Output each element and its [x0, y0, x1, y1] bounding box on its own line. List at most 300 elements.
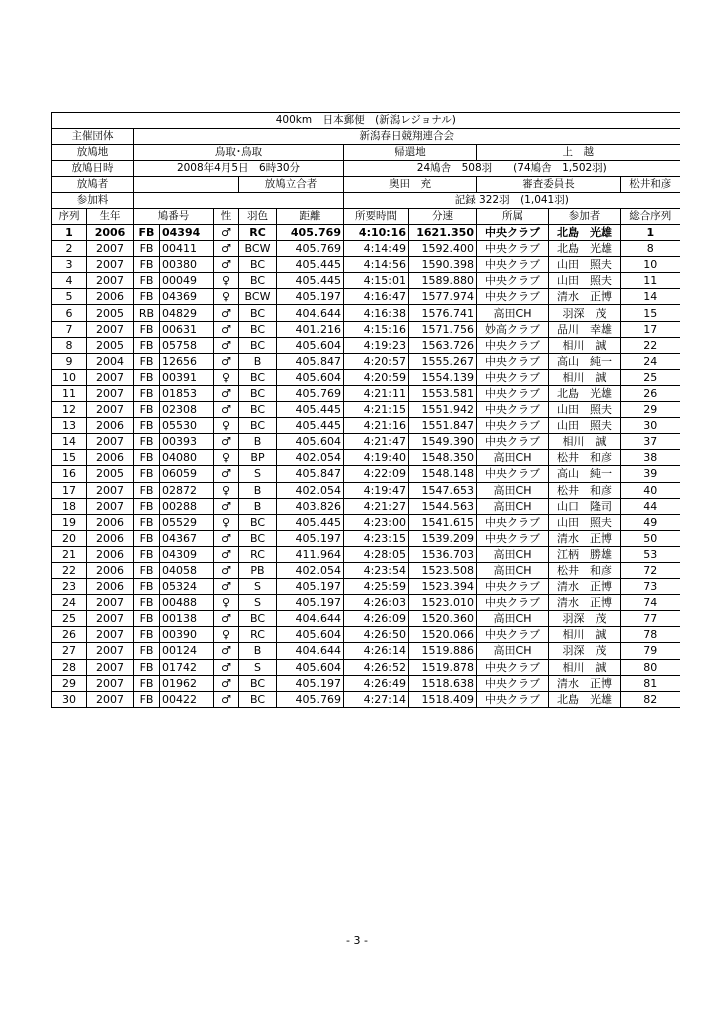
sex-cell: ♀ — [214, 482, 239, 498]
ring-prefix-cell: FB — [134, 225, 160, 241]
color-cell: BCW — [239, 241, 277, 257]
ring-prefix-cell: FB — [134, 450, 160, 466]
color-cell: BC — [239, 257, 277, 273]
ring-prefix-cell: FB — [134, 611, 160, 627]
fee-value — [134, 193, 344, 209]
distance-cell: 405.445 — [277, 273, 344, 289]
year-cell: 2007 — [87, 627, 134, 643]
overall-rank-cell: 49 — [621, 514, 680, 530]
owner-cell: 清水 正博 — [549, 530, 621, 546]
distance-cell: 405.197 — [277, 675, 344, 691]
table-row — [52, 273, 680, 289]
speed-cell: 1547.653 — [409, 482, 477, 498]
sex-cell: ♂ — [214, 305, 239, 321]
distance-cell: 405.604 — [277, 434, 344, 450]
col-header-time: 所要時間 — [344, 209, 409, 225]
time-cell: 4:26:14 — [344, 643, 409, 659]
sex-cell: ♀ — [214, 595, 239, 611]
speed-cell: 1590.398 — [409, 257, 477, 273]
speed-cell: 1554.139 — [409, 369, 477, 385]
speed-cell: 1518.638 — [409, 675, 477, 691]
release-place-row — [52, 145, 680, 161]
year-cell: 2007 — [87, 659, 134, 675]
color-cell: S — [239, 659, 277, 675]
overall-rank-cell: 72 — [621, 562, 680, 578]
owner-cell: 松井 和彦 — [549, 450, 621, 466]
year-cell: 2006 — [87, 514, 134, 530]
distance-cell: 402.054 — [277, 482, 344, 498]
ring-prefix-cell: FB — [134, 353, 160, 369]
distance-cell: 405.847 — [277, 466, 344, 482]
overall-rank-cell: 11 — [621, 273, 680, 289]
table-row — [52, 337, 680, 353]
color-cell: BC — [239, 337, 277, 353]
results-body — [52, 225, 680, 708]
owner-cell: 山田 照夫 — [549, 418, 621, 434]
rank-cell: 18 — [52, 498, 87, 514]
speed-cell: 1553.581 — [409, 385, 477, 401]
return-place-label: 帰還地 — [344, 145, 477, 161]
speed-cell: 1555.267 — [409, 353, 477, 369]
ring-prefix-cell: FB — [134, 643, 160, 659]
speed-cell: 1523.394 — [409, 579, 477, 595]
time-cell: 4:28:05 — [344, 546, 409, 562]
ring-number-cell: 04309 — [160, 546, 214, 562]
overall-rank-cell: 79 — [621, 643, 680, 659]
rank-cell: 26 — [52, 627, 87, 643]
ring-number-cell: 04080 — [160, 450, 214, 466]
rank-cell: 15 — [52, 450, 87, 466]
year-cell: 2006 — [87, 562, 134, 578]
ring-prefix-cell: FB — [134, 402, 160, 418]
sex-cell: ♂ — [214, 353, 239, 369]
owner-cell: 羽深 茂 — [549, 611, 621, 627]
releaser-value — [134, 177, 239, 193]
distance-cell: 405.445 — [277, 257, 344, 273]
color-cell: S — [239, 579, 277, 595]
speed-cell: 1548.148 — [409, 466, 477, 482]
releaser-row — [52, 177, 680, 193]
entries-value: 24鳩舎 508羽 (74鳩舎 1,502羽) — [344, 161, 680, 177]
distance-cell: 405.604 — [277, 337, 344, 353]
rank-cell: 4 — [52, 273, 87, 289]
ring-prefix-cell: FB — [134, 385, 160, 401]
distance-cell: 401.216 — [277, 321, 344, 337]
year-cell: 2005 — [87, 466, 134, 482]
ring-number-cell: 01853 — [160, 385, 214, 401]
ring-prefix-cell: FB — [134, 482, 160, 498]
overall-rank-cell: 15 — [621, 305, 680, 321]
color-cell: B — [239, 353, 277, 369]
table-row — [52, 595, 680, 611]
owner-cell: 北島 光雄 — [549, 385, 621, 401]
sex-cell: ♀ — [214, 369, 239, 385]
ring-number-cell: 00488 — [160, 595, 214, 611]
table-row — [52, 643, 680, 659]
distance-cell: 404.644 — [277, 305, 344, 321]
sex-cell: ♀ — [214, 289, 239, 305]
table-row — [52, 450, 680, 466]
distance-cell: 405.604 — [277, 369, 344, 385]
speed-cell: 1551.847 — [409, 418, 477, 434]
ring-number-cell: 04829 — [160, 305, 214, 321]
ring-prefix-cell: FB — [134, 369, 160, 385]
color-cell: BC — [239, 369, 277, 385]
ring-number-cell: 06059 — [160, 466, 214, 482]
ring-prefix-cell: FB — [134, 257, 160, 273]
distance-cell: 405.604 — [277, 659, 344, 675]
time-cell: 4:21:15 — [344, 402, 409, 418]
speed-cell: 1548.350 — [409, 450, 477, 466]
owner-cell: 北島 光雄 — [549, 691, 621, 707]
table-row — [52, 627, 680, 643]
year-cell: 2006 — [87, 289, 134, 305]
sex-cell: ♂ — [214, 321, 239, 337]
owner-cell: 品川 幸雄 — [549, 321, 621, 337]
table-row — [52, 241, 680, 257]
time-cell: 4:26:49 — [344, 675, 409, 691]
owner-cell: 江柄 勝雄 — [549, 546, 621, 562]
ring-prefix-cell: RB — [134, 305, 160, 321]
time-cell: 4:15:16 — [344, 321, 409, 337]
owner-cell: 山田 照夫 — [549, 257, 621, 273]
table-row — [52, 530, 680, 546]
speed-cell: 1523.010 — [409, 595, 477, 611]
time-cell: 4:10:16 — [344, 225, 409, 241]
rank-cell: 17 — [52, 482, 87, 498]
table-row — [52, 562, 680, 578]
table-row — [52, 611, 680, 627]
distance-cell: 405.197 — [277, 579, 344, 595]
table-row — [52, 353, 680, 369]
club-cell: 中央クラブ — [477, 530, 549, 546]
time-cell: 4:19:23 — [344, 337, 409, 353]
speed-cell: 1518.409 — [409, 691, 477, 707]
ring-number-cell: 05530 — [160, 418, 214, 434]
owner-cell: 相川 誠 — [549, 627, 621, 643]
table-row — [52, 289, 680, 305]
club-cell: 中央クラブ — [477, 627, 549, 643]
club-cell: 高田CH — [477, 482, 549, 498]
distance-cell: 402.054 — [277, 450, 344, 466]
organizer-row — [52, 129, 680, 145]
speed-cell: 1577.974 — [409, 289, 477, 305]
club-cell: 高田CH — [477, 305, 549, 321]
table-row — [52, 514, 680, 530]
color-cell: BC — [239, 305, 277, 321]
time-cell: 4:23:54 — [344, 562, 409, 578]
year-cell: 2007 — [87, 595, 134, 611]
owner-cell: 高山 純一 — [549, 466, 621, 482]
table-row — [52, 257, 680, 273]
speed-cell: 1551.942 — [409, 402, 477, 418]
speed-cell: 1571.756 — [409, 321, 477, 337]
table-row — [52, 369, 680, 385]
ring-number-cell: 02308 — [160, 402, 214, 418]
ring-prefix-cell: FB — [134, 579, 160, 595]
table-row — [52, 659, 680, 675]
ring-prefix-cell: FB — [134, 289, 160, 305]
judge-label: 審査委員長 — [477, 177, 621, 193]
release-datetime-value: 2008年4月5日 6時30分 — [134, 161, 344, 177]
table-row — [52, 546, 680, 562]
distance-cell: 405.445 — [277, 402, 344, 418]
overall-rank-cell: 50 — [621, 530, 680, 546]
overall-rank-cell: 44 — [621, 498, 680, 514]
overall-rank-cell: 38 — [621, 450, 680, 466]
rank-cell: 9 — [52, 353, 87, 369]
ring-prefix-cell: FB — [134, 466, 160, 482]
club-cell: 中央クラブ — [477, 241, 549, 257]
club-cell: 妙高クラブ — [477, 321, 549, 337]
overall-rank-cell: 24 — [621, 353, 680, 369]
sex-cell: ♀ — [214, 514, 239, 530]
table-row — [52, 225, 680, 241]
sex-cell: ♂ — [214, 643, 239, 659]
column-header-row — [52, 209, 680, 225]
club-cell: 中央クラブ — [477, 369, 549, 385]
color-cell: S — [239, 466, 277, 482]
color-cell: BC — [239, 514, 277, 530]
club-cell: 中央クラブ — [477, 691, 549, 707]
rank-cell: 29 — [52, 675, 87, 691]
time-cell: 4:22:09 — [344, 466, 409, 482]
owner-cell: 北島 光雄 — [549, 225, 621, 241]
speed-cell: 1536.703 — [409, 546, 477, 562]
distance-cell: 405.197 — [277, 595, 344, 611]
overall-rank-cell: 53 — [621, 546, 680, 562]
owner-cell: 相川 誠 — [549, 659, 621, 675]
club-cell: 高田CH — [477, 643, 549, 659]
distance-cell: 404.644 — [277, 611, 344, 627]
race-results-table — [51, 112, 680, 708]
club-cell: 高田CH — [477, 562, 549, 578]
year-cell: 2006 — [87, 579, 134, 595]
distance-cell: 405.769 — [277, 691, 344, 707]
year-cell: 2005 — [87, 305, 134, 321]
overall-rank-cell: 39 — [621, 466, 680, 482]
fee-row — [52, 193, 680, 209]
overall-rank-cell: 25 — [621, 369, 680, 385]
rank-cell: 20 — [52, 530, 87, 546]
year-cell: 2007 — [87, 434, 134, 450]
owner-cell: 高山 純一 — [549, 353, 621, 369]
color-cell: BC — [239, 418, 277, 434]
ring-number-cell: 00422 — [160, 691, 214, 707]
ring-number-cell: 00390 — [160, 627, 214, 643]
time-cell: 4:26:50 — [344, 627, 409, 643]
speed-cell: 1592.400 — [409, 241, 477, 257]
year-cell: 2007 — [87, 482, 134, 498]
distance-cell: 405.445 — [277, 418, 344, 434]
time-cell: 4:20:57 — [344, 353, 409, 369]
time-cell: 4:26:09 — [344, 611, 409, 627]
ring-number-cell: 01962 — [160, 675, 214, 691]
rank-cell: 1 — [52, 225, 87, 241]
year-cell: 2007 — [87, 402, 134, 418]
organizer-value: 新潟春日競翔連合会 — [134, 129, 680, 145]
col-header-color: 羽色 — [239, 209, 277, 225]
year-cell: 2007 — [87, 241, 134, 257]
owner-cell: 相川 誠 — [549, 369, 621, 385]
ring-number-cell: 05324 — [160, 579, 214, 595]
overall-rank-cell: 29 — [621, 402, 680, 418]
year-cell: 2007 — [87, 257, 134, 273]
time-cell: 4:21:11 — [344, 385, 409, 401]
sex-cell: ♂ — [214, 691, 239, 707]
ring-prefix-cell: FB — [134, 418, 160, 434]
col-header-sex: 性 — [214, 209, 239, 225]
club-cell: 中央クラブ — [477, 434, 549, 450]
speed-cell: 1621.350 — [409, 225, 477, 241]
owner-cell: 相川 誠 — [549, 434, 621, 450]
year-cell: 2007 — [87, 643, 134, 659]
color-cell: BC — [239, 321, 277, 337]
ring-number-cell: 00411 — [160, 241, 214, 257]
distance-cell: 405.847 — [277, 353, 344, 369]
distance-cell: 405.197 — [277, 289, 344, 305]
ring-prefix-cell: FB — [134, 546, 160, 562]
ring-number-cell: 00288 — [160, 498, 214, 514]
overall-rank-cell: 77 — [621, 611, 680, 627]
owner-cell: 松井 和彦 — [549, 482, 621, 498]
page-number: - 3 - — [346, 934, 368, 947]
organizer-label: 主催団体 — [52, 129, 134, 145]
sex-cell: ♂ — [214, 337, 239, 353]
sex-cell: ♀ — [214, 273, 239, 289]
time-cell: 4:21:16 — [344, 418, 409, 434]
speed-cell: 1519.878 — [409, 659, 477, 675]
col-header-speed: 分速 — [409, 209, 477, 225]
color-cell: BCW — [239, 289, 277, 305]
color-cell: PB — [239, 562, 277, 578]
time-cell: 4:26:03 — [344, 595, 409, 611]
ring-prefix-cell: FB — [134, 514, 160, 530]
club-cell: 中央クラブ — [477, 353, 549, 369]
color-cell: RC — [239, 225, 277, 241]
distance-cell: 405.769 — [277, 241, 344, 257]
table-row — [52, 305, 680, 321]
sex-cell: ♂ — [214, 466, 239, 482]
time-cell: 4:20:59 — [344, 369, 409, 385]
return-place-value: 上 越 — [477, 145, 680, 161]
releaser-label: 放鳩者 — [52, 177, 134, 193]
table-row — [52, 321, 680, 337]
rank-cell: 5 — [52, 289, 87, 305]
year-cell: 2007 — [87, 691, 134, 707]
ring-number-cell: 02872 — [160, 482, 214, 498]
rank-cell: 27 — [52, 643, 87, 659]
sex-cell: ♀ — [214, 627, 239, 643]
time-cell: 4:27:14 — [344, 691, 409, 707]
ring-number-cell: 12656 — [160, 353, 214, 369]
rank-cell: 14 — [52, 434, 87, 450]
race-title: 400km 日本郵便 (新潟レジョナル) — [52, 113, 680, 129]
time-cell: 4:23:15 — [344, 530, 409, 546]
rank-cell: 30 — [52, 691, 87, 707]
release-datetime-label: 放鳩日時 — [52, 161, 134, 177]
sex-cell: ♀ — [214, 418, 239, 434]
year-cell: 2006 — [87, 450, 134, 466]
col-header-owner: 参加者 — [549, 209, 621, 225]
rank-cell: 11 — [52, 385, 87, 401]
owner-cell: 羽深 茂 — [549, 305, 621, 321]
owner-cell: 清水 正博 — [549, 289, 621, 305]
table-row — [52, 385, 680, 401]
club-cell: 中央クラブ — [477, 595, 549, 611]
speed-cell: 1576.741 — [409, 305, 477, 321]
speed-cell: 1520.066 — [409, 627, 477, 643]
overall-rank-cell: 74 — [621, 595, 680, 611]
ring-prefix-cell: FB — [134, 498, 160, 514]
overall-rank-cell: 81 — [621, 675, 680, 691]
owner-cell: 清水 正博 — [549, 675, 621, 691]
club-cell: 中央クラブ — [477, 418, 549, 434]
overall-rank-cell: 14 — [621, 289, 680, 305]
ring-prefix-cell: FB — [134, 659, 160, 675]
color-cell: BC — [239, 691, 277, 707]
overall-rank-cell: 40 — [621, 482, 680, 498]
time-cell: 4:25:59 — [344, 579, 409, 595]
table-row — [52, 434, 680, 450]
sex-cell: ♂ — [214, 402, 239, 418]
time-cell: 4:14:56 — [344, 257, 409, 273]
speed-cell: 1549.390 — [409, 434, 477, 450]
club-cell: 高田CH — [477, 611, 549, 627]
table-row — [52, 402, 680, 418]
club-cell: 高田CH — [477, 546, 549, 562]
distance-cell: 405.445 — [277, 514, 344, 530]
club-cell: 中央クラブ — [477, 337, 549, 353]
rank-cell: 13 — [52, 418, 87, 434]
ring-prefix-cell: FB — [134, 691, 160, 707]
overall-rank-cell: 80 — [621, 659, 680, 675]
club-cell: 中央クラブ — [477, 402, 549, 418]
ring-number-cell: 00391 — [160, 369, 214, 385]
sex-cell: ♂ — [214, 530, 239, 546]
speed-cell: 1563.726 — [409, 337, 477, 353]
rank-cell: 2 — [52, 241, 87, 257]
ring-prefix-cell: FB — [134, 675, 160, 691]
ring-number-cell: 00631 — [160, 321, 214, 337]
club-cell: 高田CH — [477, 450, 549, 466]
club-cell: 中央クラブ — [477, 385, 549, 401]
ring-prefix-cell: FB — [134, 627, 160, 643]
distance-cell: 411.964 — [277, 546, 344, 562]
distance-cell: 405.197 — [277, 530, 344, 546]
col-header-rank: 序列 — [52, 209, 87, 225]
col-header-ring: 鳩番号 — [134, 209, 214, 225]
witness-value: 奥田 充 — [344, 177, 477, 193]
rank-cell: 3 — [52, 257, 87, 273]
overall-rank-cell: 10 — [621, 257, 680, 273]
ring-number-cell: 00380 — [160, 257, 214, 273]
color-cell: B — [239, 643, 277, 659]
club-cell: 中央クラブ — [477, 273, 549, 289]
year-cell: 2005 — [87, 337, 134, 353]
ring-number-cell: 00393 — [160, 434, 214, 450]
sex-cell: ♂ — [214, 579, 239, 595]
color-cell: BC — [239, 530, 277, 546]
distance-cell: 403.826 — [277, 498, 344, 514]
time-cell: 4:23:00 — [344, 514, 409, 530]
club-cell: 中央クラブ — [477, 257, 549, 273]
ring-number-cell: 04058 — [160, 562, 214, 578]
overall-rank-cell: 17 — [621, 321, 680, 337]
time-cell: 4:19:40 — [344, 450, 409, 466]
ring-number-cell: 05529 — [160, 514, 214, 530]
owner-cell: 山田 照夫 — [549, 402, 621, 418]
